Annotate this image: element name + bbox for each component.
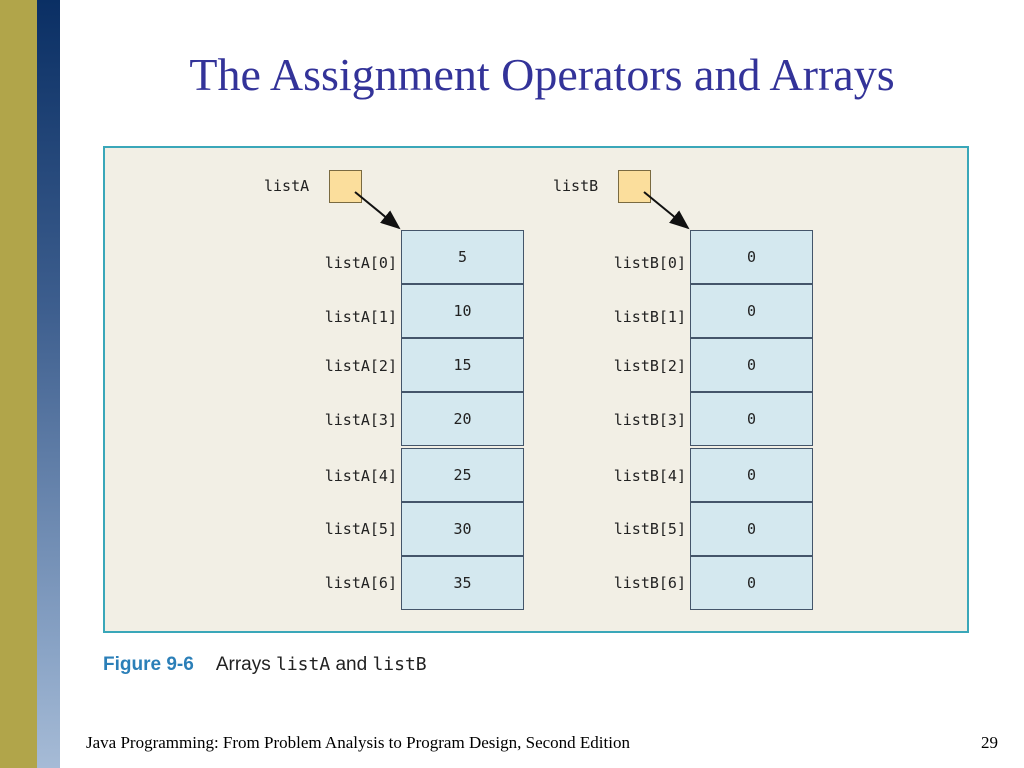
index-label-listA-4: listA[4] (324, 467, 397, 485)
array-cell-listB-2: 0 (690, 338, 813, 392)
left-olive-strip (0, 0, 37, 768)
caption-code-listB: listB (372, 654, 427, 675)
array-cell-listA-6: 35 (401, 556, 524, 610)
index-label-listB-0: listB[0] (613, 254, 686, 272)
index-label-listB-3: listB[3] (613, 411, 686, 429)
pointer-label-listA: listA (264, 177, 310, 195)
index-label-listA-0: listA[0] (324, 254, 397, 272)
index-label-listA-3: listA[3] (324, 411, 397, 429)
index-label-listB-6: listB[6] (613, 574, 686, 592)
array-cell-listB-3: 0 (690, 392, 813, 446)
array-cell-listA-5: 30 (401, 502, 524, 556)
array-cell-listB-6: 0 (690, 556, 813, 610)
index-label-listA-2: listA[2] (324, 357, 397, 375)
figure-caption (103, 654, 427, 684)
index-label-listB-1: listB[1] (613, 308, 686, 326)
array-cell-listB-0: 0 (690, 230, 813, 284)
arrow-listB-to-array (644, 192, 688, 228)
slide-footer: Java Programming: From Problem Analysis to Program Design, Second Edition (86, 733, 630, 752)
array-cell-listB-1: 0 (690, 284, 813, 338)
index-label-listA-1: listA[1] (324, 308, 397, 326)
left-blue-gradient-strip (37, 0, 60, 768)
array-cell-listB-5: 0 (690, 502, 813, 556)
array-cell-listA-3: 20 (401, 392, 524, 446)
slide-title: The Assignment Operators and Arrays (189, 49, 895, 100)
index-label-listB-2: listB[2] (613, 357, 686, 375)
pointer-label-listB: listB (553, 177, 599, 195)
caption-text-prefix: Arrays (215, 654, 276, 675)
figure-number: Figure 9-6 (103, 654, 194, 675)
arrow-listA-to-array (355, 192, 399, 228)
index-label-listA-5: listA[5] (324, 520, 397, 538)
index-label-listB-4: listB[4] (613, 467, 686, 485)
array-cell-listA-1: 10 (401, 284, 524, 338)
array-cell-listB-4: 0 (690, 448, 813, 502)
page-number: 29 (981, 733, 998, 752)
pointer-arrows (105, 148, 971, 635)
figure-panel (103, 146, 969, 633)
array-cell-listA-0: 5 (401, 230, 524, 284)
array-cell-listA-4: 25 (401, 448, 524, 502)
index-label-listB-5: listB[5] (613, 520, 686, 538)
array-cell-listA-2: 15 (401, 338, 524, 392)
caption-code-listA: listA (276, 654, 331, 675)
caption-text-mid: and (330, 654, 373, 675)
index-label-listA-6: listA[6] (324, 574, 397, 592)
